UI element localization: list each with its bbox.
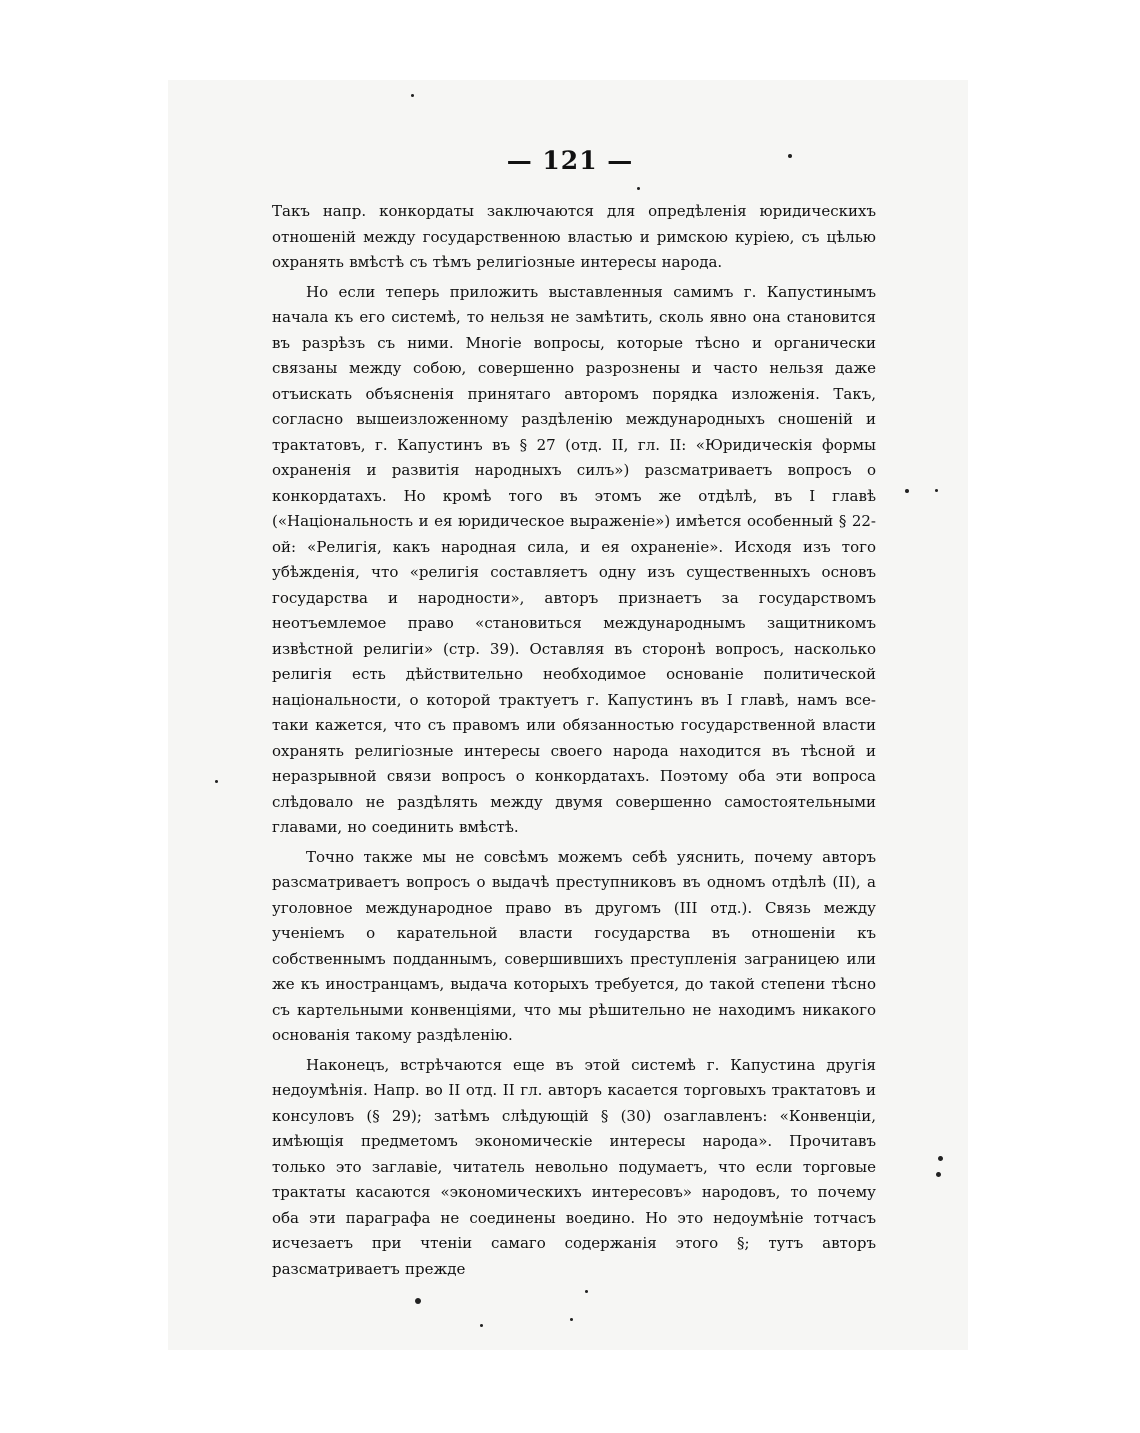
scan-speck [935,489,938,492]
scan-speck [215,780,218,783]
scan-speck [570,1318,573,1321]
paragraph-3: Точно также мы не совсѣмъ можемъ себѣ уяснить, почему авторъ разсматриваетъ вопросъ о выдачѣ преступниковъ въ одномъ отдѣлѣ (II), а уголовное международное право въ другомъ (III отд.). Связь между ученіемъ о карательной власти государства въ отношеніи къ собственнымъ подданнымъ, совершившихъ преступленія заграницею или же къ иностранцамъ, выдача которыхъ требуется, до такой степени тѣсно съ картельными конвенціями, что мы рѣшительно не находимъ никакого основанія такому раздѣленію. [272,847,876,1044]
scan-speck [788,154,792,158]
scan-speck [415,1298,421,1304]
scan-speck [480,1324,483,1327]
scan-speck [585,1290,588,1293]
scan-speck [905,489,909,493]
scan-speck [938,1156,943,1161]
page-number: — 121 — [506,146,634,175]
body-text [272,199,876,1282]
paragraph-4: Наконецъ, встрѣчаются еще въ этой системѣ г. Капустина другія недоумѣнія. Напр. во II отд. II гл. авторъ касается торговыхъ трактатовъ и консуловъ (§ 29); затѣмъ слѣдующій § (30) озаглавленъ: «Конвенціи, имѣющія предметомъ экономическіе интересы народа». Прочитавъ только это заглавіе, читатель невольно подумаетъ, что если торговые трактаты касаются «экономическихъ интересовъ» народовъ, то почему оба эти параграфа не соединены воедино. Но это недоумѣніе тотчасъ исчезаетъ при чтеніи самаго содержанія этого §; тутъ авторъ разсматриваетъ прежде [272,1055,876,1278]
paragraph-1: Такъ напр. конкордаты заключаются для опредѣленія юридическихъ отношеній между государственною властью и римскою куріею, съ цѣлью охранять вмѣстѣ съ тѣмъ религіозные интересы народа. [272,202,876,271]
scan-speck [637,187,640,190]
scan-speck [411,94,414,97]
paragraph-2: Но если теперь приложить выставленныя самимъ г. Капустинымъ начала къ его системѣ, то нельзя не замѣтить, сколь явно она становится въ разрѣзъ съ ними. Многіе вопросы, которые тѣсно и органически связаны между собою, совершенно разрознены и часто нельзя даже отъискать объясненія принятаго авторомъ порядка изложенія. Такъ, согласно вышеизложенному раздѣленію международныхъ сношеній и трактатовъ, г. Капустинъ въ § 27 (отд. II, гл. II: «Юридическія формы охраненія и развитія народныхъ силъ») разсматриваетъ вопросъ о конкордатахъ. Но кромѣ того въ этомъ же отдѣлѣ, въ I главѣ («Національность и ея юридическое выраженіе») имѣется особенный § 22-ой: «Религія, какъ народная сила, и ея охраненіе». Исходя изъ того убѣжденія, что «религія составляетъ одну изъ существенныхъ основъ государства и народности», авторъ признаетъ за государствомъ неотъемлемое право «становиться международнымъ защитникомъ извѣстной религіи» (стр. 39). Оставляя въ сторонѣ вопросъ, насколько религія есть дѣйствительно необходимое основаніе политической національности, о которой трактуетъ г. Капустинъ въ I главѣ, намъ все-таки кажется, что съ правомъ или обязанностью государственной власти охранять религіозные интересы своего народа находится въ тѣсной и неразрывной связи вопросъ о конкордатахъ. Поэтому оба эти вопроса слѣдовало не раздѣлять между двумя совершенно самостоятельными главами, но соединить вмѣстѣ. [272,282,876,836]
scan-speck [936,1172,941,1177]
